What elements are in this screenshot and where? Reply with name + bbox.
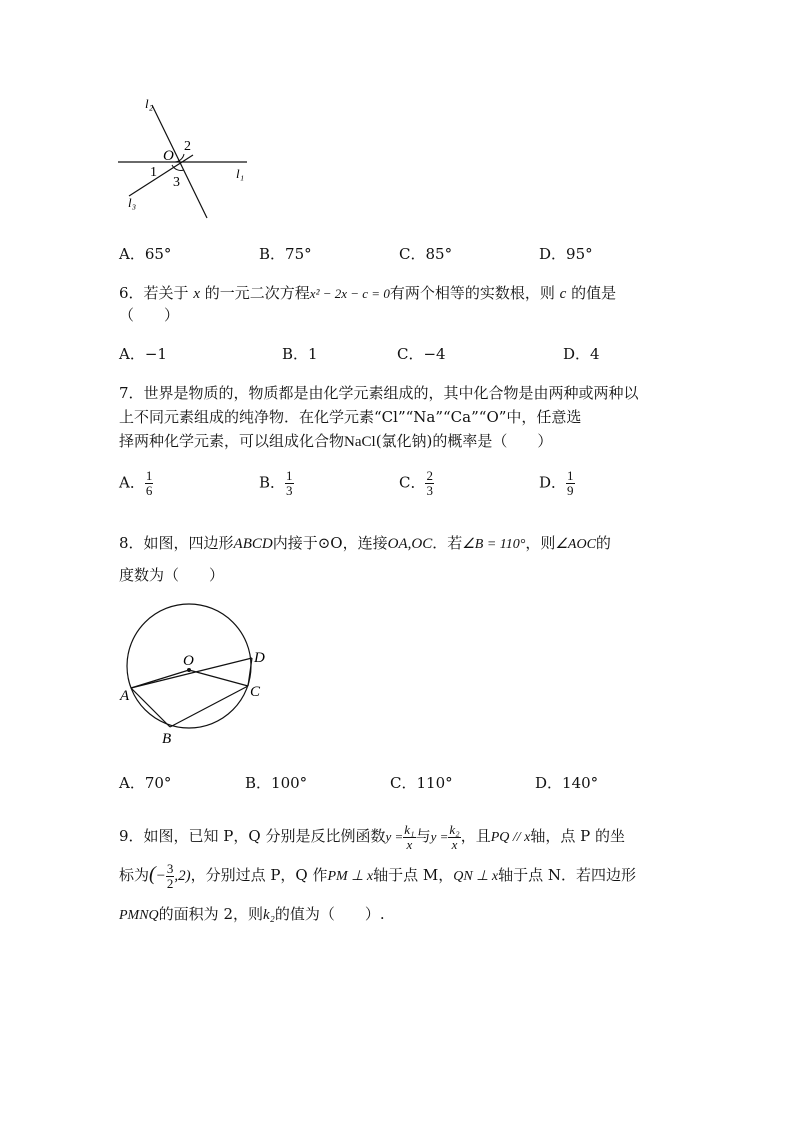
label-b: B [162, 731, 172, 747]
q6-option-c: C．−4 [397, 345, 446, 363]
label-l3: l₃ [128, 195, 137, 210]
line-l3 [129, 155, 193, 196]
label-angle-1: 1 [150, 165, 157, 180]
q6-option-b: B．1 [282, 345, 318, 363]
segment-cd [248, 658, 252, 686]
label-l2: l₂ [145, 96, 154, 111]
q8-line-2: 度数为（ ） [119, 566, 225, 584]
circle-figure [112, 600, 282, 750]
segment-ab [131, 688, 170, 727]
q7-line-1: 7．世界是物质的，物质都是由化学元素组成的，其中化合物是由两种或两种以 [119, 384, 639, 402]
lines-figure [112, 92, 262, 222]
q5-option-c: C．85° [399, 245, 453, 263]
q5-option-b: B．75° [259, 245, 312, 263]
q8-option-d: D．140° [535, 774, 599, 792]
q7-line-2: 上不同元素组成的纯净物．在化学元素“Cl”“Na”“Ca”“O”中，任意选 [119, 408, 582, 426]
q8-option-c: C．110° [390, 774, 453, 792]
q6-option-d: D．4 [563, 345, 600, 363]
q6-question: 6．若关于 x 的一元二次方程x² − 2x − c = 0有两个相等的实数根，则 c 的值是 [119, 284, 617, 302]
label-l1: l₁ [236, 166, 245, 181]
label-c: C [250, 684, 261, 700]
q7-line-3: 择两种化学元素，可以组成化合物NaCl(氯化钠)的概率是（ ） [119, 432, 553, 450]
q7-option-c: C． $\frac{2}{3}$ [399, 468, 433, 498]
q8-line-1: 8．如图，四边形ABCD内接于⊙O，连接OA,OC．若∠B = 110°，则∠AOC的 [119, 534, 611, 552]
label-angle-2: 2 [184, 139, 191, 154]
segment-oc [189, 670, 248, 686]
q7-option-a: A． $\frac{1}{6}$ [119, 468, 153, 498]
q6-equation: x² − 2x − c = 0 [309, 286, 390, 301]
q8-option-a: A．70° [119, 774, 172, 792]
q6-paren: （ ） [119, 306, 180, 324]
q7-option-b: B． $\frac{1}{3}$ [259, 468, 293, 498]
label-angle-3: 3 [173, 175, 180, 190]
label-d: D [254, 650, 265, 666]
label-a: A [120, 688, 130, 704]
q9-line-2: 标为(− $\frac{3}{2}$ ,2)，分别过点 P，Q 作PM ⊥ x轴于点 M，QN ⊥ x轴于点 N．若四边形 [119, 860, 637, 891]
label-o: O [183, 653, 194, 669]
q7-option-d: D． $\frac{1}{9}$ [539, 468, 574, 498]
q8-option-b: B．100° [245, 774, 308, 792]
segment-oa [131, 670, 189, 688]
q9-line-3: PMNQ的面积为 2，则k₂的值为（ ）. [119, 905, 385, 923]
label-o: O [163, 148, 174, 164]
q6-option-a: A．−1 [119, 345, 167, 363]
q5-option-a: A．65° [119, 245, 172, 263]
q9-line-1: 9．如图，已知 P，Q 分别是反比例函数y = $\frac{\text{k₁}}{x}$ 与y = $\frac{\text{k₂}}{x}$ ，且PQ // x轴，点 P 的坐 [119, 821, 625, 852]
q5-option-d: D．95° [539, 245, 593, 263]
